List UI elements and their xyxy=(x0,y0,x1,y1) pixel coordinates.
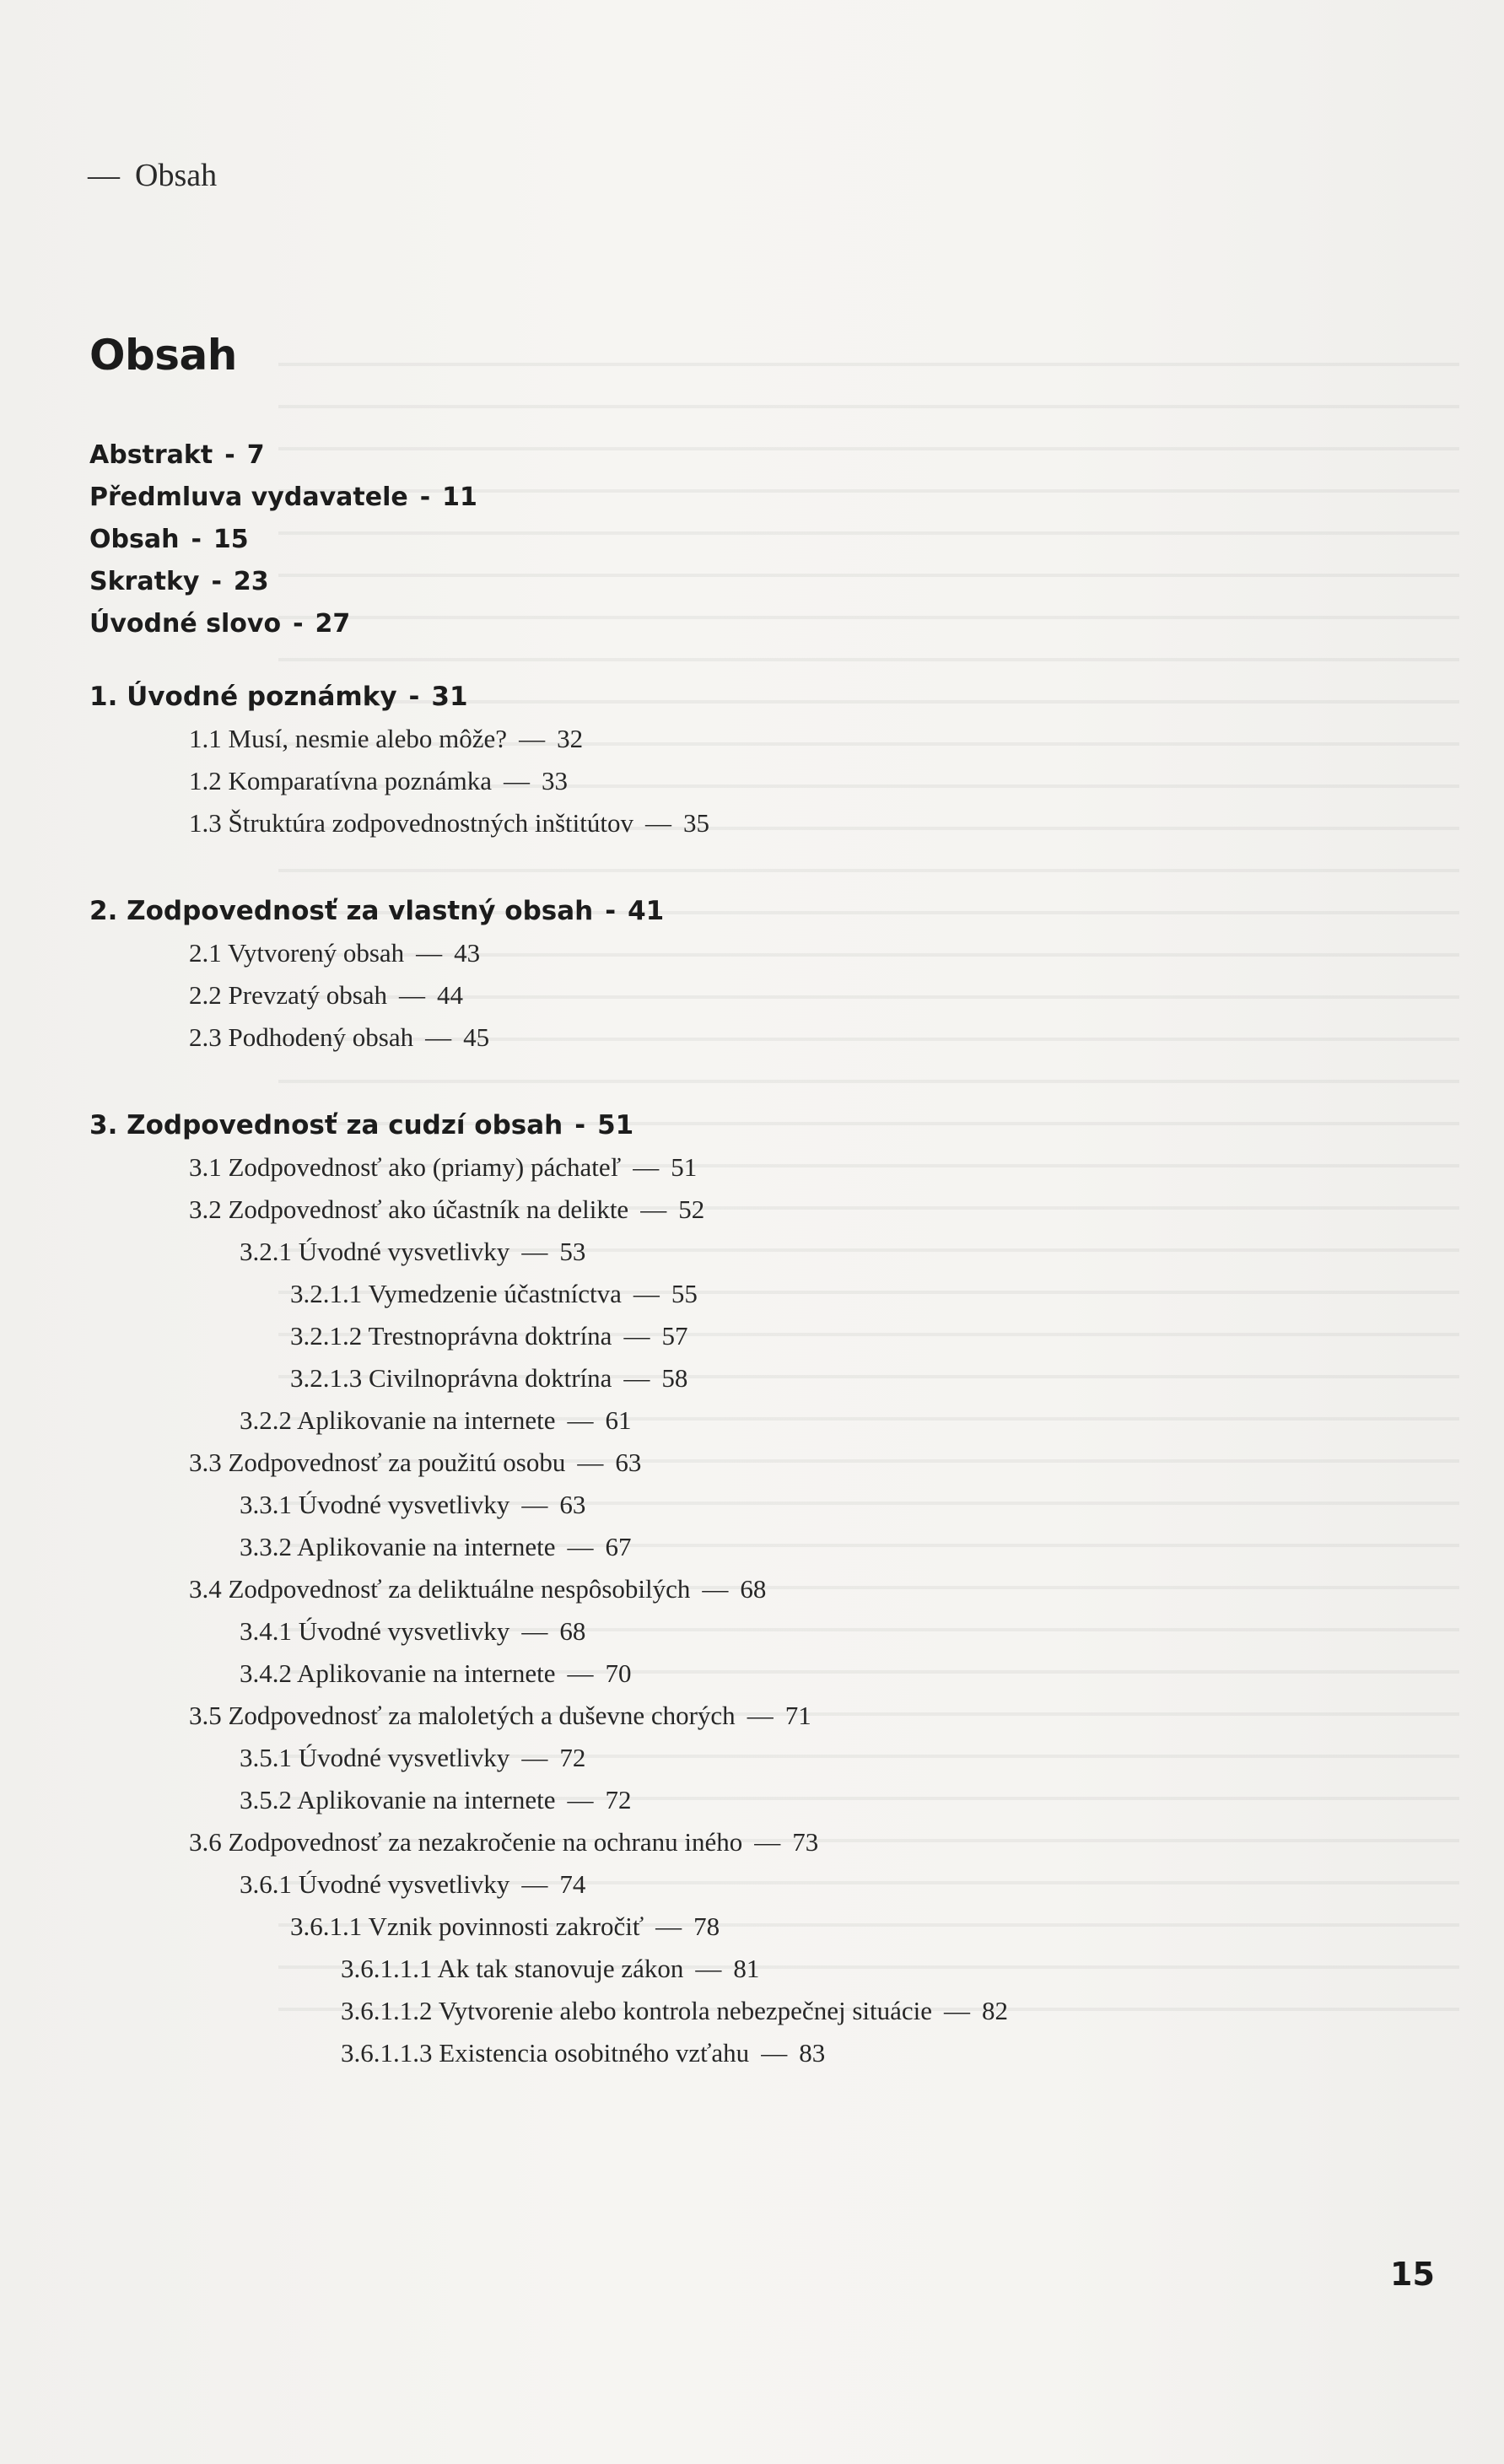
toc-entry-obsah[interactable]: Obsah - 15 xyxy=(89,525,249,554)
toc-page-number: 58 xyxy=(661,1363,688,1393)
toc-page-number: 23 xyxy=(233,567,269,596)
toc-page-number: 68 xyxy=(559,1616,586,1646)
toc-entry[interactable]: 3.3.1 Úvodné vysvetlivky — 63 xyxy=(240,1490,586,1519)
toc-entry[interactable]: 3.2.1 Úvodné vysvetlivky — 53 xyxy=(240,1237,586,1266)
toc-entry[interactable]: 2.2 Prevzatý obsah — 44 xyxy=(189,980,464,1010)
toc-entry[interactable]: 3.2.1.2 Trestnoprávna doktrína — 57 xyxy=(290,1321,688,1351)
front-matter-list xyxy=(89,434,477,645)
toc-page-number: 67 xyxy=(605,1532,632,1561)
toc-page-number: 78 xyxy=(693,1911,720,1941)
toc-entry[interactable]: 3.4.2 Aplikovanie na internete — 70 xyxy=(240,1658,632,1688)
toc-entry[interactable]: 1.2 Komparatívna poznámka — 33 xyxy=(189,766,568,795)
toc-page-number: 83 xyxy=(799,2038,826,2068)
toc-entry[interactable]: 3.6.1.1.1 Ak tak stanovuje zákon — 81 xyxy=(341,1954,760,1983)
toc-page-number: 57 xyxy=(661,1321,688,1351)
toc-page-number: 70 xyxy=(605,1658,632,1688)
toc-entry[interactable]: 3.1 Zodpovednosť ako (priamy) páchateľ — 51 xyxy=(189,1152,698,1182)
toc-entry[interactable]: 3.2.1.3 Civilnoprávna doktrína — 58 xyxy=(290,1363,688,1393)
toc-page-number: 33 xyxy=(541,766,568,795)
toc-entry[interactable]: 3.6.1.1.2 Vytvorenie alebo kontrola nebezpečnej situácie — 82 xyxy=(341,1996,1008,2025)
chapter-2-section xyxy=(89,890,664,1059)
toc-page-number: 73 xyxy=(792,1827,819,1857)
toc-page-number: 44 xyxy=(437,980,464,1010)
chapter-heading[interactable]: 3. Zodpovednosť za cudzí obsah - 51 xyxy=(89,1110,634,1140)
toc-entry[interactable]: 3.3 Zodpovednosť za použitú osobu — 63 xyxy=(189,1448,642,1477)
toc-entry-predmluva[interactable]: Předmluva vydavatele - 11 xyxy=(89,483,477,512)
toc-page-number: 31 xyxy=(431,682,468,712)
running-head xyxy=(88,157,217,194)
toc-page-number: 53 xyxy=(559,1237,586,1266)
toc-page-number: 7 xyxy=(246,440,265,470)
toc-entry[interactable]: 3.4.1 Úvodné vysvetlivky — 68 xyxy=(240,1616,586,1646)
toc-page-number: 74 xyxy=(559,1869,586,1899)
toc-page-number: 63 xyxy=(559,1490,586,1519)
toc-page-number: 51 xyxy=(671,1152,698,1182)
toc-entry[interactable]: 2.3 Podhodený obsah — 45 xyxy=(189,1022,490,1052)
toc-page-number: 81 xyxy=(733,1954,760,1983)
toc-page-number: 27 xyxy=(315,609,351,639)
toc-page-number: 72 xyxy=(605,1785,632,1814)
chapter-heading[interactable]: 1. Úvodné poznámky - 31 xyxy=(89,682,468,712)
toc-page-number: 61 xyxy=(605,1405,632,1435)
toc-entry-uvodne-slovo[interactable]: Úvodné slovo - 27 xyxy=(89,609,351,639)
toc-entry[interactable]: 2.1 Vytvorený obsah — 43 xyxy=(189,938,481,968)
toc-entry[interactable]: 3.3.2 Aplikovanie na internete — 67 xyxy=(240,1532,632,1561)
toc-entry[interactable]: 3.4 Zodpovednosť za deliktuálne nespôsobilých — 68 xyxy=(189,1574,767,1604)
toc-page-number: 72 xyxy=(559,1743,586,1772)
toc-entry[interactable]: 3.2.1.1 Vymedzenie účastníctva — 55 xyxy=(290,1279,698,1308)
toc-page-number: 45 xyxy=(463,1022,490,1052)
toc-page-number: 35 xyxy=(682,808,709,838)
toc-page-number: 63 xyxy=(615,1448,642,1477)
toc-entry[interactable]: 1.3 Štruktúra zodpovednostných inštitútov — 35 xyxy=(189,808,709,838)
toc-entry[interactable]: 3.6.1.1.3 Existencia osobitného vzťahu — 83 xyxy=(341,2038,826,2068)
chapter-1-section xyxy=(89,676,709,844)
toc-page-number: 11 xyxy=(442,483,477,512)
toc-entry[interactable]: 3.5.1 Úvodné vysvetlivky — 72 xyxy=(240,1743,586,1772)
chapter-3-section xyxy=(89,1104,1008,2074)
toc-page-number: 52 xyxy=(678,1194,705,1224)
toc-page-number: 82 xyxy=(982,1996,1008,2025)
toc-entry[interactable]: 3.5 Zodpovednosť za maloletých a duševne chorých — 71 xyxy=(189,1701,811,1730)
toc-page-number: 71 xyxy=(784,1701,811,1730)
chapter-heading[interactable]: 2. Zodpovednosť za vlastný obsah - 41 xyxy=(89,896,665,926)
toc-entry[interactable]: 3.6.1.1 Vznik povinnosti zakročiť — 78 xyxy=(290,1911,720,1941)
toc-entry[interactable]: 3.2 Zodpovednosť ako účastník na delikte — 52 xyxy=(189,1194,705,1224)
toc-entry[interactable]: 3.6 Zodpovednosť za nezakročenie na ochranu iného — 73 xyxy=(189,1827,819,1857)
page-title: Obsah xyxy=(89,331,237,380)
toc-entry[interactable]: 3.5.2 Aplikovanie na internete — 72 xyxy=(240,1785,632,1814)
toc-entry-skratky[interactable]: Skratky - 23 xyxy=(89,567,269,596)
toc-page-number: 43 xyxy=(454,938,481,968)
toc-page-number: 55 xyxy=(671,1279,698,1308)
running-head-dash: — xyxy=(88,158,120,193)
toc-page-number: 41 xyxy=(628,896,665,926)
folio-page-number: 15 xyxy=(1390,2256,1435,2293)
toc-entry[interactable]: 3.2.2 Aplikovanie na internete — 61 xyxy=(240,1405,632,1435)
toc-page-number: 15 xyxy=(213,525,249,554)
toc-entry[interactable]: 3.6.1 Úvodné vysvetlivky — 74 xyxy=(240,1869,586,1899)
toc-entry[interactable]: 1.1 Musí, nesmie alebo môže? — 32 xyxy=(189,724,584,753)
toc-page-number: 68 xyxy=(740,1574,767,1604)
running-head-label: Obsah xyxy=(135,158,218,193)
toc-page-number: 32 xyxy=(557,724,584,753)
toc-page-number: 51 xyxy=(597,1110,634,1140)
toc-entry-abstrakt[interactable]: Abstrakt - 7 xyxy=(89,440,265,470)
